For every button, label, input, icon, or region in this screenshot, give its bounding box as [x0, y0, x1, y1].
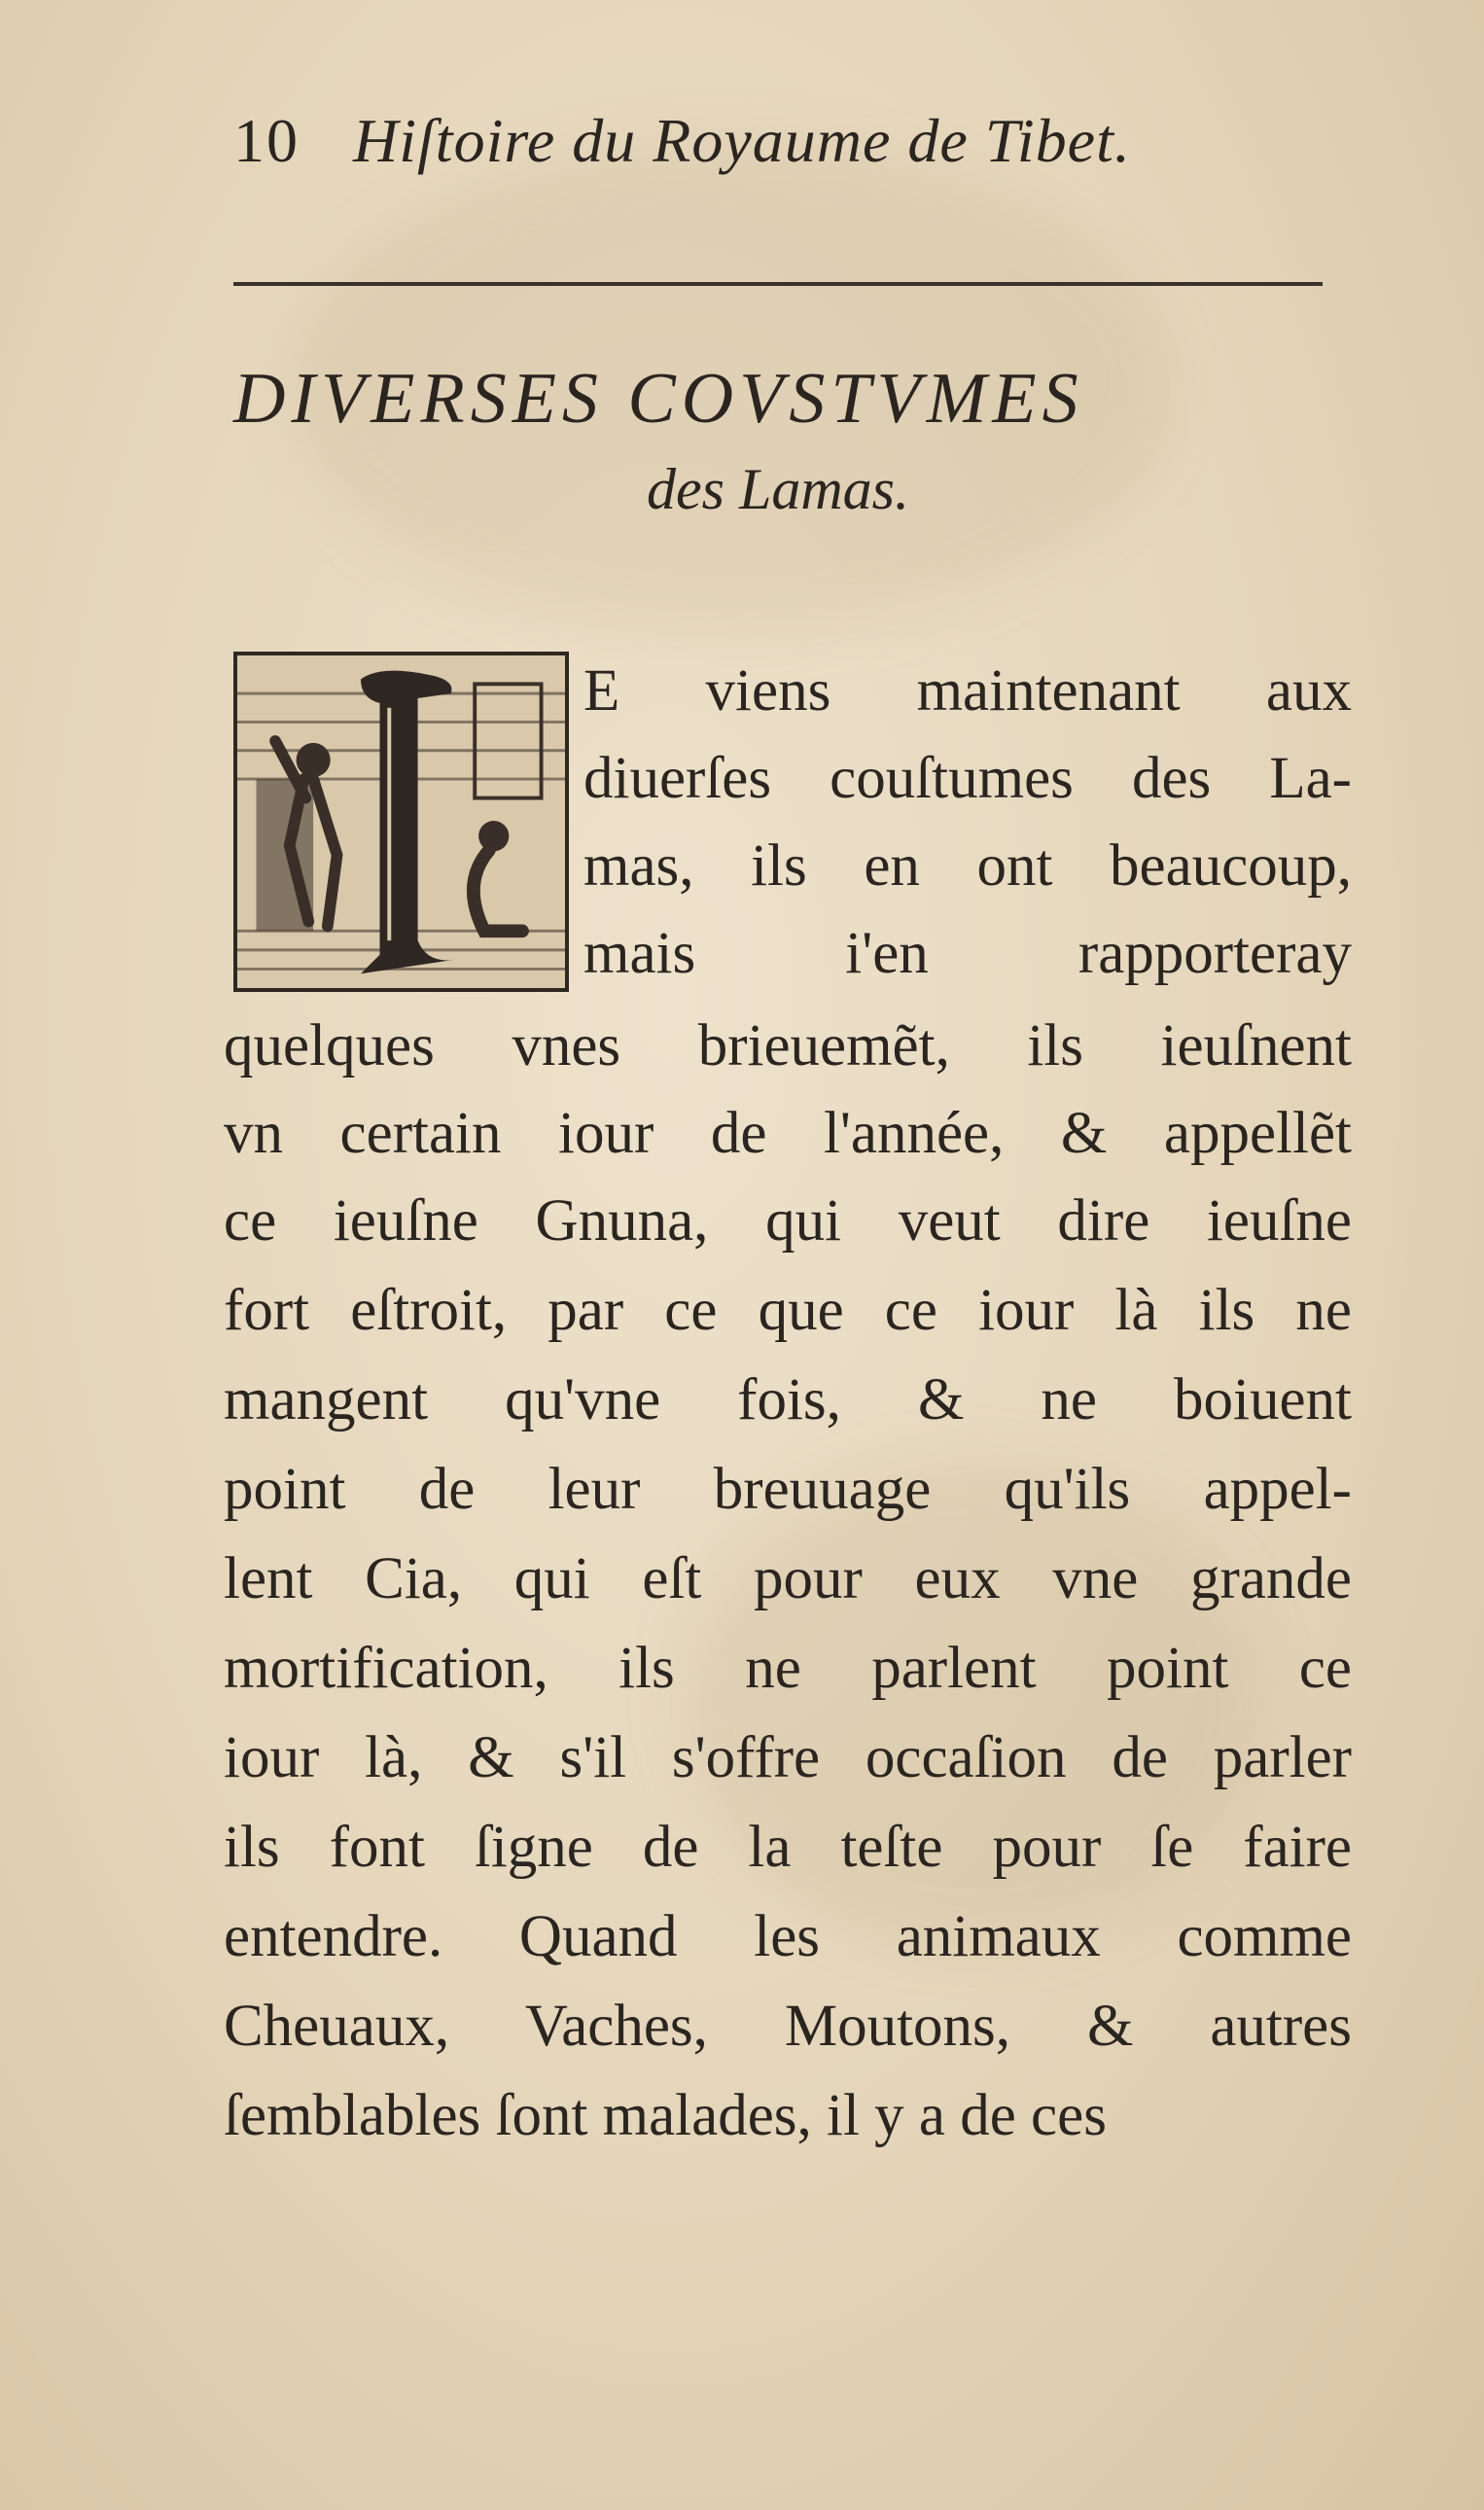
- text-line: iour là, & s'il s'offre occaſion de parler: [224, 1725, 1352, 1790]
- woodcut-initial-letter-i-icon: [237, 655, 565, 988]
- header-rule: [233, 282, 1323, 286]
- text-line: ſemblables ſont malades, il y a de ces: [224, 2083, 1107, 2148]
- text-line: diuerſes couſtumes des La-: [583, 746, 1352, 811]
- text-line: E viens maintenant aux: [583, 658, 1352, 724]
- text-line: mortification, ils ne parlent point ce: [224, 1636, 1352, 1701]
- woodcut-initial-icon: [233, 652, 569, 992]
- running-title: Hiſtoire du Royaume de Tibet.: [353, 106, 1131, 175]
- text-line: lent Cia, qui eſt pour eux vne grande: [224, 1546, 1352, 1611]
- text-line: ce ieuſne Gnuna, qui veut dire ieuſne: [224, 1188, 1352, 1254]
- text-line: point de leur breuuage qu'ils appel-: [224, 1457, 1352, 1522]
- text-line: fort eſtroit, par ce que ce iour là ils ne: [224, 1278, 1352, 1343]
- text-line: ils font ſigne de la teſte pour ſe faire: [224, 1815, 1352, 1880]
- page-number: 10: [233, 106, 300, 175]
- text-line: mais i'en rapporteray: [583, 921, 1352, 986]
- text-line: vn certain iour de l'année, & appellẽt: [224, 1101, 1352, 1166]
- text-line: Cheuaux, Vaches, Moutons, & autres: [224, 1994, 1352, 2059]
- text-line: mangent qu'vne fois, & ne boiuent: [224, 1367, 1352, 1432]
- chapter-subheading: des Lamas.: [646, 457, 910, 521]
- chapter-heading: DIVERSES COVSTVMES: [233, 359, 1084, 439]
- text-line: entendre. Quand les animaux comme: [224, 1904, 1352, 1969]
- running-head: [233, 102, 1323, 180]
- text-line: quelques vnes brieuemẽt, ils ieuſnent: [224, 1013, 1352, 1078]
- text-line: mas, ils en ont beaucoup,: [583, 833, 1352, 899]
